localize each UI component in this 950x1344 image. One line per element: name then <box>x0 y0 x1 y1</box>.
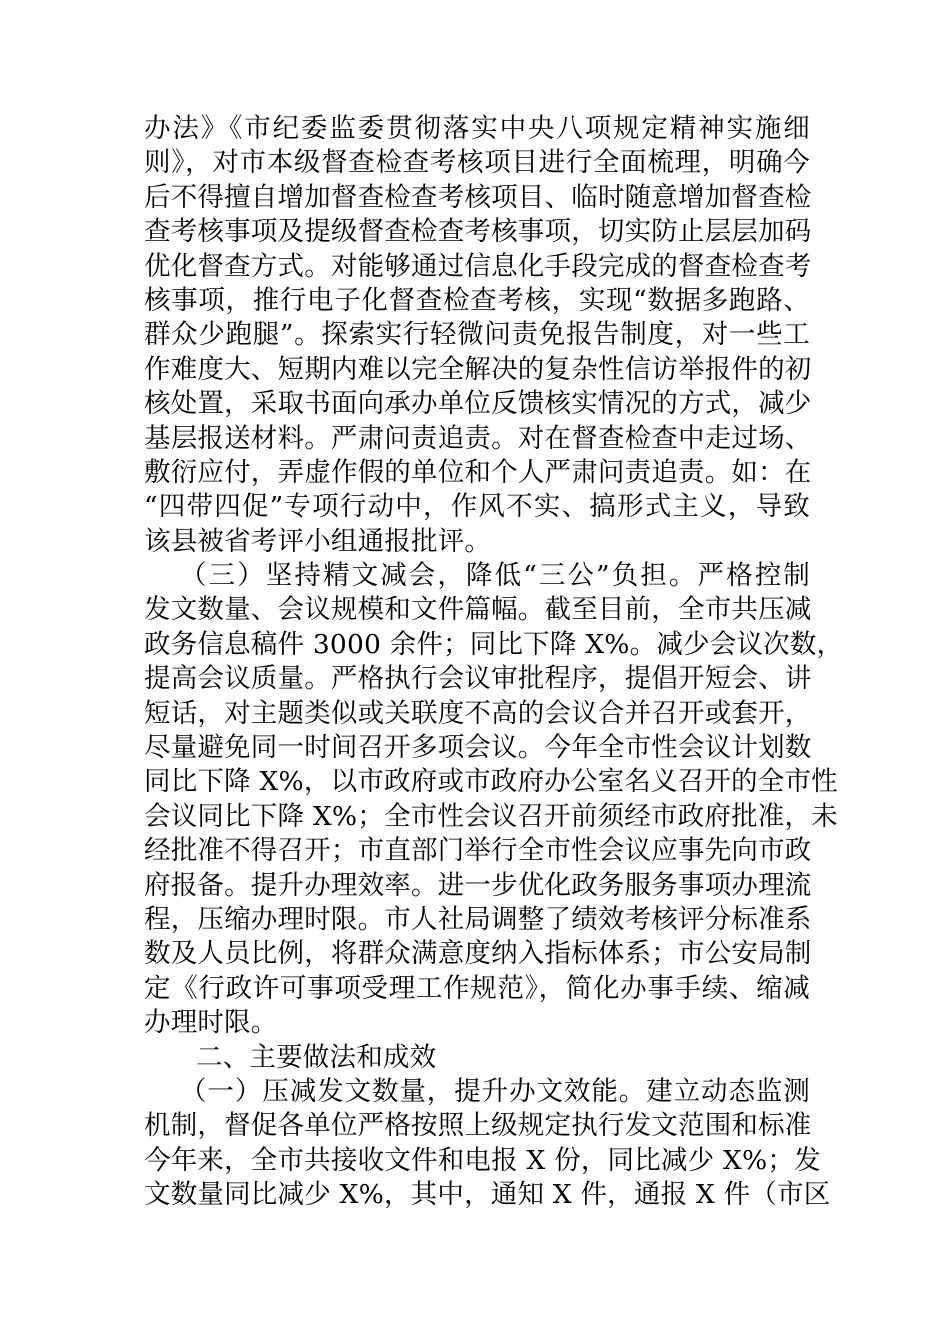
text-line-17: 提高会议质量。严格执行会议审批程序，提倡开短会、讲 <box>144 663 812 695</box>
text-line-31: 今年来，全市共接收文件和电报 X 份，同比减少 X%；发 <box>144 1144 821 1176</box>
text-line-13: 该县被省考评小组通报批评。 <box>144 525 492 557</box>
text-line-29: （一）压减发文数量，提升办文效能。建立动态监测 <box>180 1075 810 1107</box>
text-line-8: 作难度大、短期内难以完全解决的复杂性信访举报件的初 <box>144 353 812 385</box>
text-line-16: 政务信息稿件 3000 余件；同比下降 X%。减少会议次数， <box>144 628 844 660</box>
document-body <box>144 112 844 1213</box>
text-line-2: 则》，对市本级督查检查考核项目进行全面梳理，明确今 <box>144 147 810 179</box>
section-heading: 二、主要做法和成效 <box>196 1041 437 1073</box>
text-line-18: 短话，对主题类似或关联度不高的会议合并召开或套开， <box>144 697 812 729</box>
text-line-9: 核处置，采取书面向承办单位反馈核实情况的方式，减少 <box>144 388 812 420</box>
text-line-26: 定《行政许可事项受理工作规范》，简化办事手续、缩减 <box>144 972 810 1004</box>
text-line-30: 机制，督促各单位严格按照上级规定执行发文范围和标准 <box>144 1110 812 1142</box>
text-line-3: 后不得擅自增加督查检查考核项目、临时随意增加督查检 <box>144 181 812 213</box>
text-line-14: （三）坚持精文减会，降低“三公”负担。严格控制 <box>180 560 810 592</box>
text-line-11: 敷衍应付，弄虚作假的单位和个人严肃问责追责。如：在 <box>144 456 812 488</box>
text-line-23: 府报备。提升办理效率。进一步优化政务服务事项办理流 <box>144 869 812 901</box>
text-line-32: 文数量同比减少 X%，其中，通知 X 件，通报 X 件（市区 <box>144 1179 831 1211</box>
text-line-6: 核事项，推行电子化督查检查考核，实现“数据多跑路、 <box>144 284 810 316</box>
text-line-12: “四带四促”专项行动中，作风不实、搞形式主义，导致 <box>144 491 810 523</box>
text-line-5: 优化督查方式。对能够通过信息化手段完成的督查检查考 <box>144 250 812 282</box>
text-line-22: 经批准不得召开；市直部门举行全市性会议应事先向市政 <box>144 835 812 867</box>
text-line-10: 基层报送材料。严肃问责追责。对在督查检查中走过场、 <box>144 422 812 454</box>
text-line-27: 办理时限。 <box>144 1007 278 1039</box>
text-line-19: 尽量避免同一时间召开多项会议。今年全市性会议计划数 <box>144 732 812 764</box>
text-line-20: 同比下降 X%，以市政府或市政府办公室名义召开的全市性 <box>144 766 838 798</box>
text-line-25: 数及人员比例，将群众满意度纳入指标体系；市公安局制 <box>144 938 812 970</box>
text-line-21: 会议同比下降 X%；全市性会议召开前须经市政府批准，未 <box>144 800 838 832</box>
text-line-4: 查考核事项及提级督查检查考核事项，切实防止层层加码 <box>144 216 812 248</box>
text-line-7: 群众少跑腿”。探索实行轻微问责免报告制度，对一些工 <box>144 319 810 351</box>
text-line-15: 发文数量、会议规模和文件篇幅。截至目前，全市共压减 <box>144 594 812 626</box>
text-line-24: 程，压缩办理时限。市人社局调整了绩效考核评分标准系 <box>144 903 812 935</box>
text-line-1: 办法》《市纪委监委贯彻落实中央八项规定精神实施细 <box>144 113 810 144</box>
